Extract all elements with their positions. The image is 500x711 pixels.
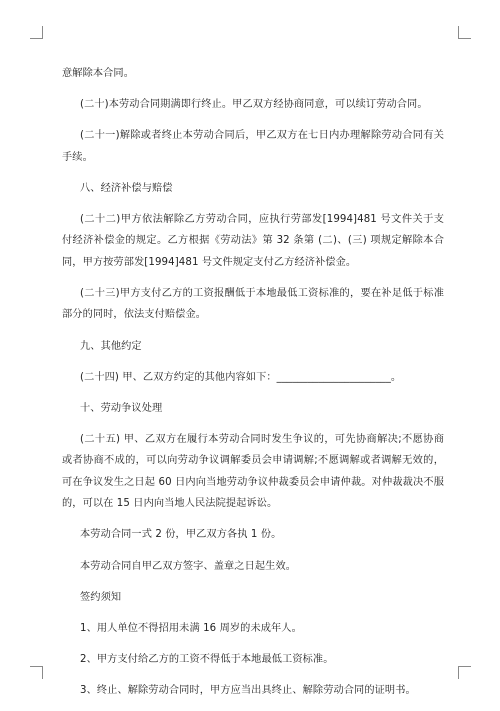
clause-24: (二十四) 甲、乙双方约定的其他内容如下：______________________。 <box>80 371 402 383</box>
paragraph-continuation: 意解除本合同。 <box>62 68 135 79</box>
clause-25: (二十五) 甲、乙双方在履行本劳动合同时发生争议的，可先协商解决;不愿协商或者协商不成的，可以向劳动争议调解委员会申请调解;不愿调解或者调解无效的，可在争议发生之日起 60 日内向当地劳动争议仲裁委员会申请仲裁。对仲裁裁决不服的，可以在 15 日内向当地人民法院提起诉讼。 <box>62 433 444 510</box>
signing-note-1: 1、用人单位不得招用未满 16 周岁的未成年人。 <box>80 622 302 634</box>
crop-mark-top-left <box>30 26 43 39</box>
crop-mark-bottom-left <box>30 666 43 679</box>
signing-note-3: 3、终止、解除劳动合同时，甲方应当出具终止、解除劳动合同的证明书。 <box>80 684 416 696</box>
crop-mark-top-right <box>458 26 471 39</box>
copies-note: 本劳动合同一式 2 份，甲乙双方各执 1 份。 <box>80 529 282 541</box>
clause-20: (二十)本劳动合同期满即行终止。甲乙双方经协商同意，可以续订劳动合同。 <box>80 99 428 111</box>
section-heading-compensation: 八、经济补偿与赔偿 <box>80 182 173 194</box>
section-heading-disputes: 十、劳动争议处理 <box>80 402 163 414</box>
effective-note: 本劳动合同自甲乙双方签字、盖章之日起生效。 <box>80 560 297 572</box>
clause-22: (二十二)甲方依法解除乙方劳动合同，应执行劳部发[1994]481 号文件关于支付经济补偿金的规定。乙方根据《劳动法》第 32 条第 (二)、(三) 项规定解除本合同，甲方按劳部发[1994]481 号文件规定支付乙方经济补偿金。 <box>62 213 444 268</box>
crop-mark-bottom-right <box>458 666 471 679</box>
section-heading-other: 九、其他约定 <box>80 340 142 352</box>
clause-21: (二十一)解除或者终止本劳动合同后，甲乙双方在七日内办理解除劳动合同有关手续。 <box>62 130 444 163</box>
signing-note-2: 2、甲方支付给乙方的工资不得低于本地最低工资标准。 <box>80 653 334 665</box>
clause-23: (二十三)甲方支付乙方的工资报酬低于本地最低工资标准的，要在补足低于标准部分的同时，依法支付赔偿金。 <box>62 287 444 321</box>
signing-notes-heading: 签约须知 <box>80 591 122 603</box>
document-page <box>62 63 444 711</box>
